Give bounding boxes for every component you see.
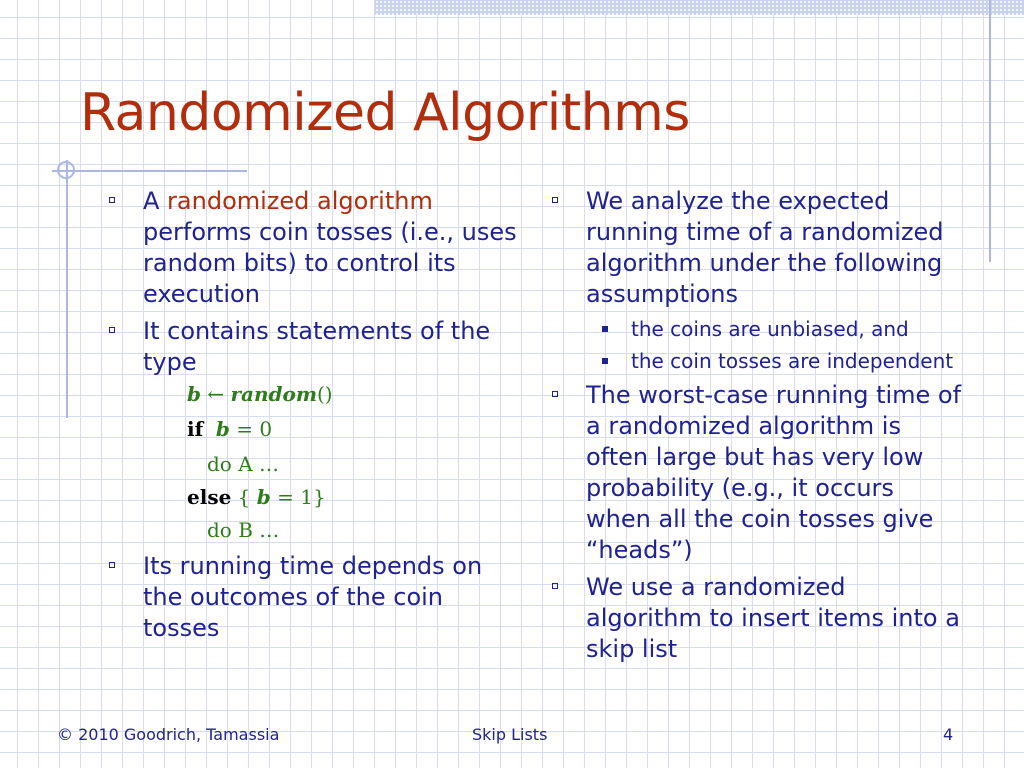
highlighted-term: randomized algorithm (167, 187, 433, 215)
code-line-2 (187, 417, 272, 441)
sub-bullet-text: the coin tosses are independent (631, 349, 954, 373)
bullet-text: We analyze the expected running time of a randomized algorithm under the following assumptions (586, 187, 944, 308)
footer-copyright: © 2010 Goodrich, Tamassia (57, 725, 280, 744)
code-variable: b (256, 485, 271, 509)
code-line-4 (187, 485, 326, 509)
hollow-square-bullet-icon (109, 562, 115, 568)
code-variable: b (187, 382, 201, 406)
sub-bullet-text: the coins are unbiased, and (631, 317, 909, 341)
hollow-square-bullet-icon (552, 583, 558, 589)
hollow-square-bullet-icon (552, 197, 558, 203)
code-line-3: do A … (207, 452, 280, 476)
hollow-square-bullet-icon (109, 327, 115, 333)
code-function: random (230, 382, 317, 406)
code-line-5: do B … (207, 518, 280, 542)
footer-topic: Skip Lists (472, 725, 548, 744)
decorative-circle (57, 161, 75, 179)
right-decorative-line (989, 0, 991, 262)
code-text: = 1} (270, 485, 326, 509)
code-text: = 0 (229, 417, 273, 441)
bullet-item (103, 551, 523, 644)
code-arrow: ← (200, 382, 231, 406)
code-parens: () (317, 382, 333, 406)
page-number: 4 (943, 725, 954, 744)
hollow-square-bullet-icon (552, 391, 558, 397)
bullet-text: It contains statements of the type (143, 317, 491, 376)
hollow-square-bullet-icon (109, 197, 115, 203)
bullet-item (546, 572, 966, 665)
bullet-item (103, 186, 523, 310)
title-underline (52, 170, 247, 172)
bullet-item (103, 316, 523, 378)
code-text: { (231, 485, 257, 509)
bullet-text: We use a randomized algorithm to insert items into a skip list (586, 573, 960, 663)
right-column (546, 186, 966, 671)
top-decorative-bar (375, 0, 1024, 15)
bullet-item (546, 186, 966, 310)
slide-title: Randomized Algorithms (80, 83, 690, 143)
code-line-1 (187, 382, 333, 406)
code-variable: b (215, 417, 230, 441)
bullet-text: The worst-case running time of a randomized algorithm is often large but has very low probability (e.g., it occurs when all the coin tosses give “heads”) (586, 381, 962, 564)
filled-square-bullet-icon (602, 326, 608, 332)
bullet-text: performs coin tosses (i.e., uses random bits) to control its execution (143, 218, 517, 308)
code-keyword: if (187, 417, 204, 441)
left-column (103, 186, 523, 384)
left-decorative-line (66, 160, 68, 418)
left-column-lower (103, 551, 523, 650)
bullet-prefix: A (143, 187, 168, 215)
bullet-item (546, 380, 966, 566)
sub-bullet-item (546, 348, 966, 375)
filled-square-bullet-icon (602, 358, 608, 364)
code-keyword: else (187, 485, 232, 509)
bullet-text: Its running time depends on the outcomes of the coin tosses (143, 552, 483, 642)
sub-bullet-item (546, 316, 966, 343)
